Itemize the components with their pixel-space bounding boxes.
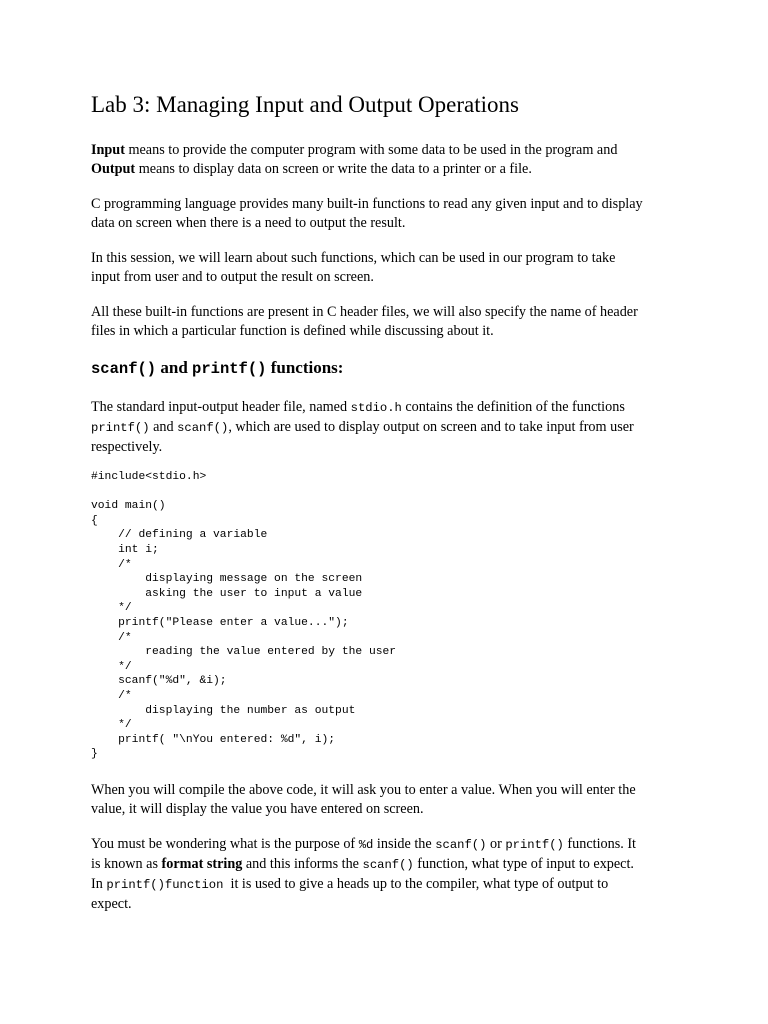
code-line: /* xyxy=(91,558,132,571)
session-paragraph: In this session, we will learn about such functions, which can be used in our program to take input from user and to output the result on screen. xyxy=(91,250,616,285)
intro-paragraph: Input means to provide the computer program with some data to be used in the program and Output means to display data on screen or write the data to a printer or a file. xyxy=(91,142,618,177)
format-string-term: format string xyxy=(161,856,243,872)
code-line: /* xyxy=(91,631,132,644)
compile-paragraph: When you will compile the above code, it will ask you to enter a value. When you will enter the value, it will display the value you have entered on screen. xyxy=(91,782,636,817)
code-line: { xyxy=(91,514,98,527)
code-line: displaying the number as output xyxy=(91,704,356,717)
code-line: #include<stdio.h> xyxy=(91,471,207,483)
header-files-paragraph: All these built-in functions are present in C header files, we will also specify the name of header files in which a particular function is defined while discussing about it. xyxy=(91,304,638,339)
code-line: // defining a variable xyxy=(91,529,268,542)
code-line xyxy=(91,485,396,500)
code-line: void main() xyxy=(91,500,166,513)
code-line: */ xyxy=(91,602,132,615)
section-heading: scanf() and printf() functions: xyxy=(91,358,344,378)
code-line: displaying message on the screen xyxy=(91,573,363,586)
code-line: */ xyxy=(91,660,132,673)
output-term: Output xyxy=(91,161,136,177)
code-line: } xyxy=(91,748,98,761)
code-line: printf( "\nYou entered: %d", i); xyxy=(91,733,336,746)
code-line: reading the value entered by the user xyxy=(91,646,397,659)
stdio-paragraph: The standard input-output header file, named stdio.h contains the definition of the functions printf() and scanf(), which are used to display output on screen and to take input from user respectively. xyxy=(91,399,634,455)
code-line: int i; xyxy=(91,543,159,556)
code-line: printf("Please enter a value..."); xyxy=(91,616,349,629)
page-title: Lab 3: Managing Input and Output Operations xyxy=(91,92,519,117)
code-line: /* xyxy=(91,689,132,702)
builtin-functions-paragraph: C programming language provides many built-in functions to read any given input and to display data on screen when there is a need to output the result. xyxy=(91,196,643,231)
code-line: scanf("%d", &i); xyxy=(91,675,227,688)
code-line: asking the user to input a value xyxy=(91,587,363,600)
code-block xyxy=(91,470,396,762)
input-term: Input xyxy=(91,142,125,158)
code-line: */ xyxy=(91,719,132,732)
format-string-paragraph: You must be wondering what is the purpose of %d inside the scanf() or printf() functions. It is known as format string and this informs the scanf() function, what type of input to expect. In printf()function it is used to give a heads up to the compiler, what type of output to expect. xyxy=(91,836,636,912)
